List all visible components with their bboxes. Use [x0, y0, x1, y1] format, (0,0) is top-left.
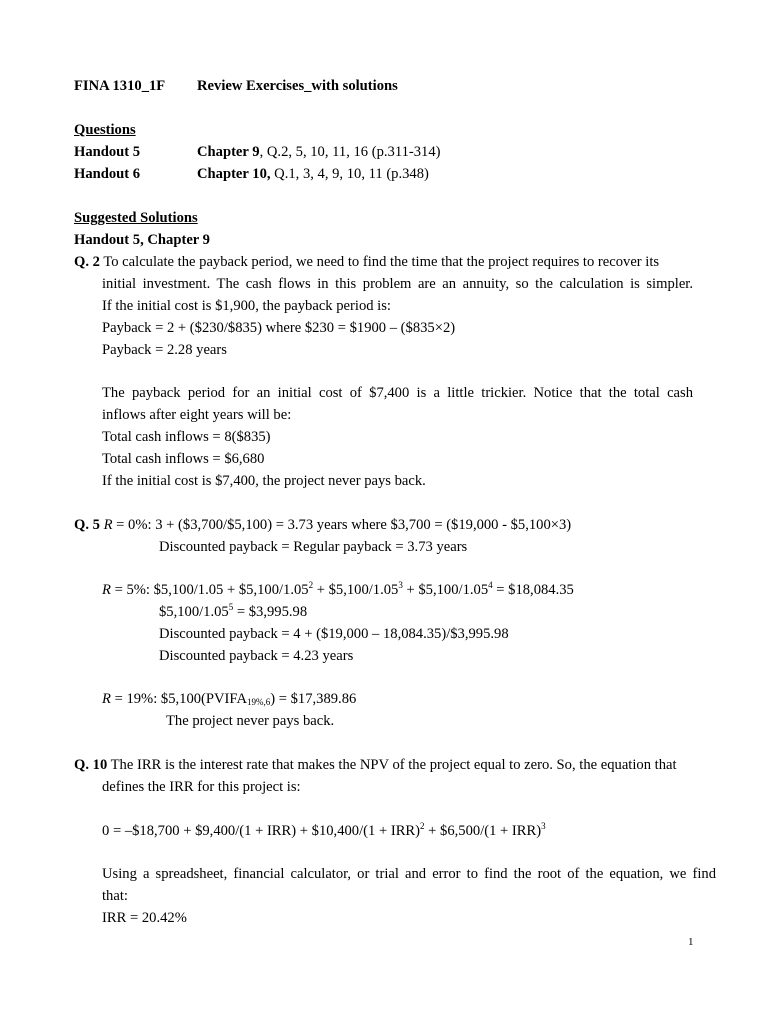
q10-line-2: defines the IRR for this project is: — [102, 779, 301, 795]
questions-heading: Questions — [74, 122, 136, 138]
q5-line-4: $\$5,100/1.05^5$ = $3,995.98 — [159, 602, 308, 620]
q2-line-1: Q. 2 To calculate the payback period, we need to find the time that the project requires to recover its — [74, 254, 660, 270]
handout-5-items: , Q.2, 5, 10, 11, 16 (p.311-314) — [259, 144, 441, 160]
q5-line-6: Discounted payback = 4.23 years — [159, 648, 354, 664]
solutions-heading: Suggested Solutions — [74, 210, 198, 226]
solutions-subheading: Handout 5, Chapter 9 — [74, 232, 210, 248]
q2-line-3: If the initial cost is $1,900, the payback period is: — [102, 298, 391, 314]
q2-label: Q. 2 — [74, 254, 100, 270]
q10-line-3: Using a spreadsheet, financial calculator, or trial and error to find the root of the equation, we find — [102, 866, 716, 882]
chapter-10-label: Chapter 10, — [197, 166, 271, 182]
q2-line-4: Payback = 2 + ($230/$835) where $230 = $1900 – ($835×2) — [102, 320, 456, 336]
handout-6-label: Handout 6 — [74, 166, 141, 182]
q2-line-10: If the initial cost is $7,400, the project never pays back. — [102, 473, 426, 489]
document-title: Review Exercises_with solutions — [197, 78, 398, 94]
q5-line-8: The project never pays back. — [166, 713, 335, 729]
q5-line-1: Q. 5 R = 0%: 3 + ($3,700/$5,100) = 3.73 years where $3,700 = ($19,000 - $5,100×3) — [74, 517, 572, 533]
q2-line-5: Payback = 2.28 years — [102, 342, 227, 358]
q5-line-7: R = 19%: $\$5,100(PVIFA_{19\%,6})$ = $17,389.86 — [102, 691, 357, 707]
handout-5-label: Handout 5 — [74, 144, 141, 160]
q2-line-2: initial investment. The cash flows in this problem are an annuity, so the calculation is simpler. — [102, 276, 693, 292]
handout-6-items: Q.1, 3, 4, 9, 10, 11 (p.348) — [270, 166, 429, 182]
chapter-9-label: Chapter 9 — [197, 144, 260, 160]
q2-line-7: inflows after eight years will be: — [102, 407, 292, 423]
page-number: 1 — [688, 936, 694, 948]
q2-line-6: The payback period for an initial cost of $7,400 is a little trickier. Notice that the total cash — [102, 385, 693, 401]
q5-label: Q. 5 — [74, 517, 100, 533]
course-code: FINA 1310_1F — [74, 78, 166, 94]
q2-line-8: Total cash inflows = 8($835) — [102, 429, 271, 445]
q2-line-9: Total cash inflows = $6,680 — [102, 451, 265, 467]
q5-line-3: R = 5%: $5,100/1.05 + $\$5,100/1.05^2$ + $\$5,100/1.05^3$ + $\$5,100/1.05^4$ = $18,084.35 — [102, 580, 574, 598]
q10-label: Q. 10 — [74, 757, 108, 773]
q5-line-5: Discounted payback = 4 + ($19,000 – 18,084.35)/$3,995.98 — [159, 626, 509, 642]
handout-5-assignment — [197, 143, 441, 161]
q10-equation: 0 = –$18,700 + $9,400/(1 + IRR) + $10,400/(1 + IRR)$^2$ + $6,500/(1 + IRR)$^3$ — [102, 821, 546, 839]
q10-line-1: Q. 10 The IRR is the interest rate that makes the NPV of the project equal to zero. So, the equation that — [74, 757, 677, 773]
q5-line-2: Discounted payback = Regular payback = 3.73 years — [159, 539, 468, 555]
q10-line-5: IRR = 20.42% — [102, 910, 187, 926]
handout-6-assignment — [197, 165, 429, 183]
q10-line-4: that: — [102, 888, 128, 904]
